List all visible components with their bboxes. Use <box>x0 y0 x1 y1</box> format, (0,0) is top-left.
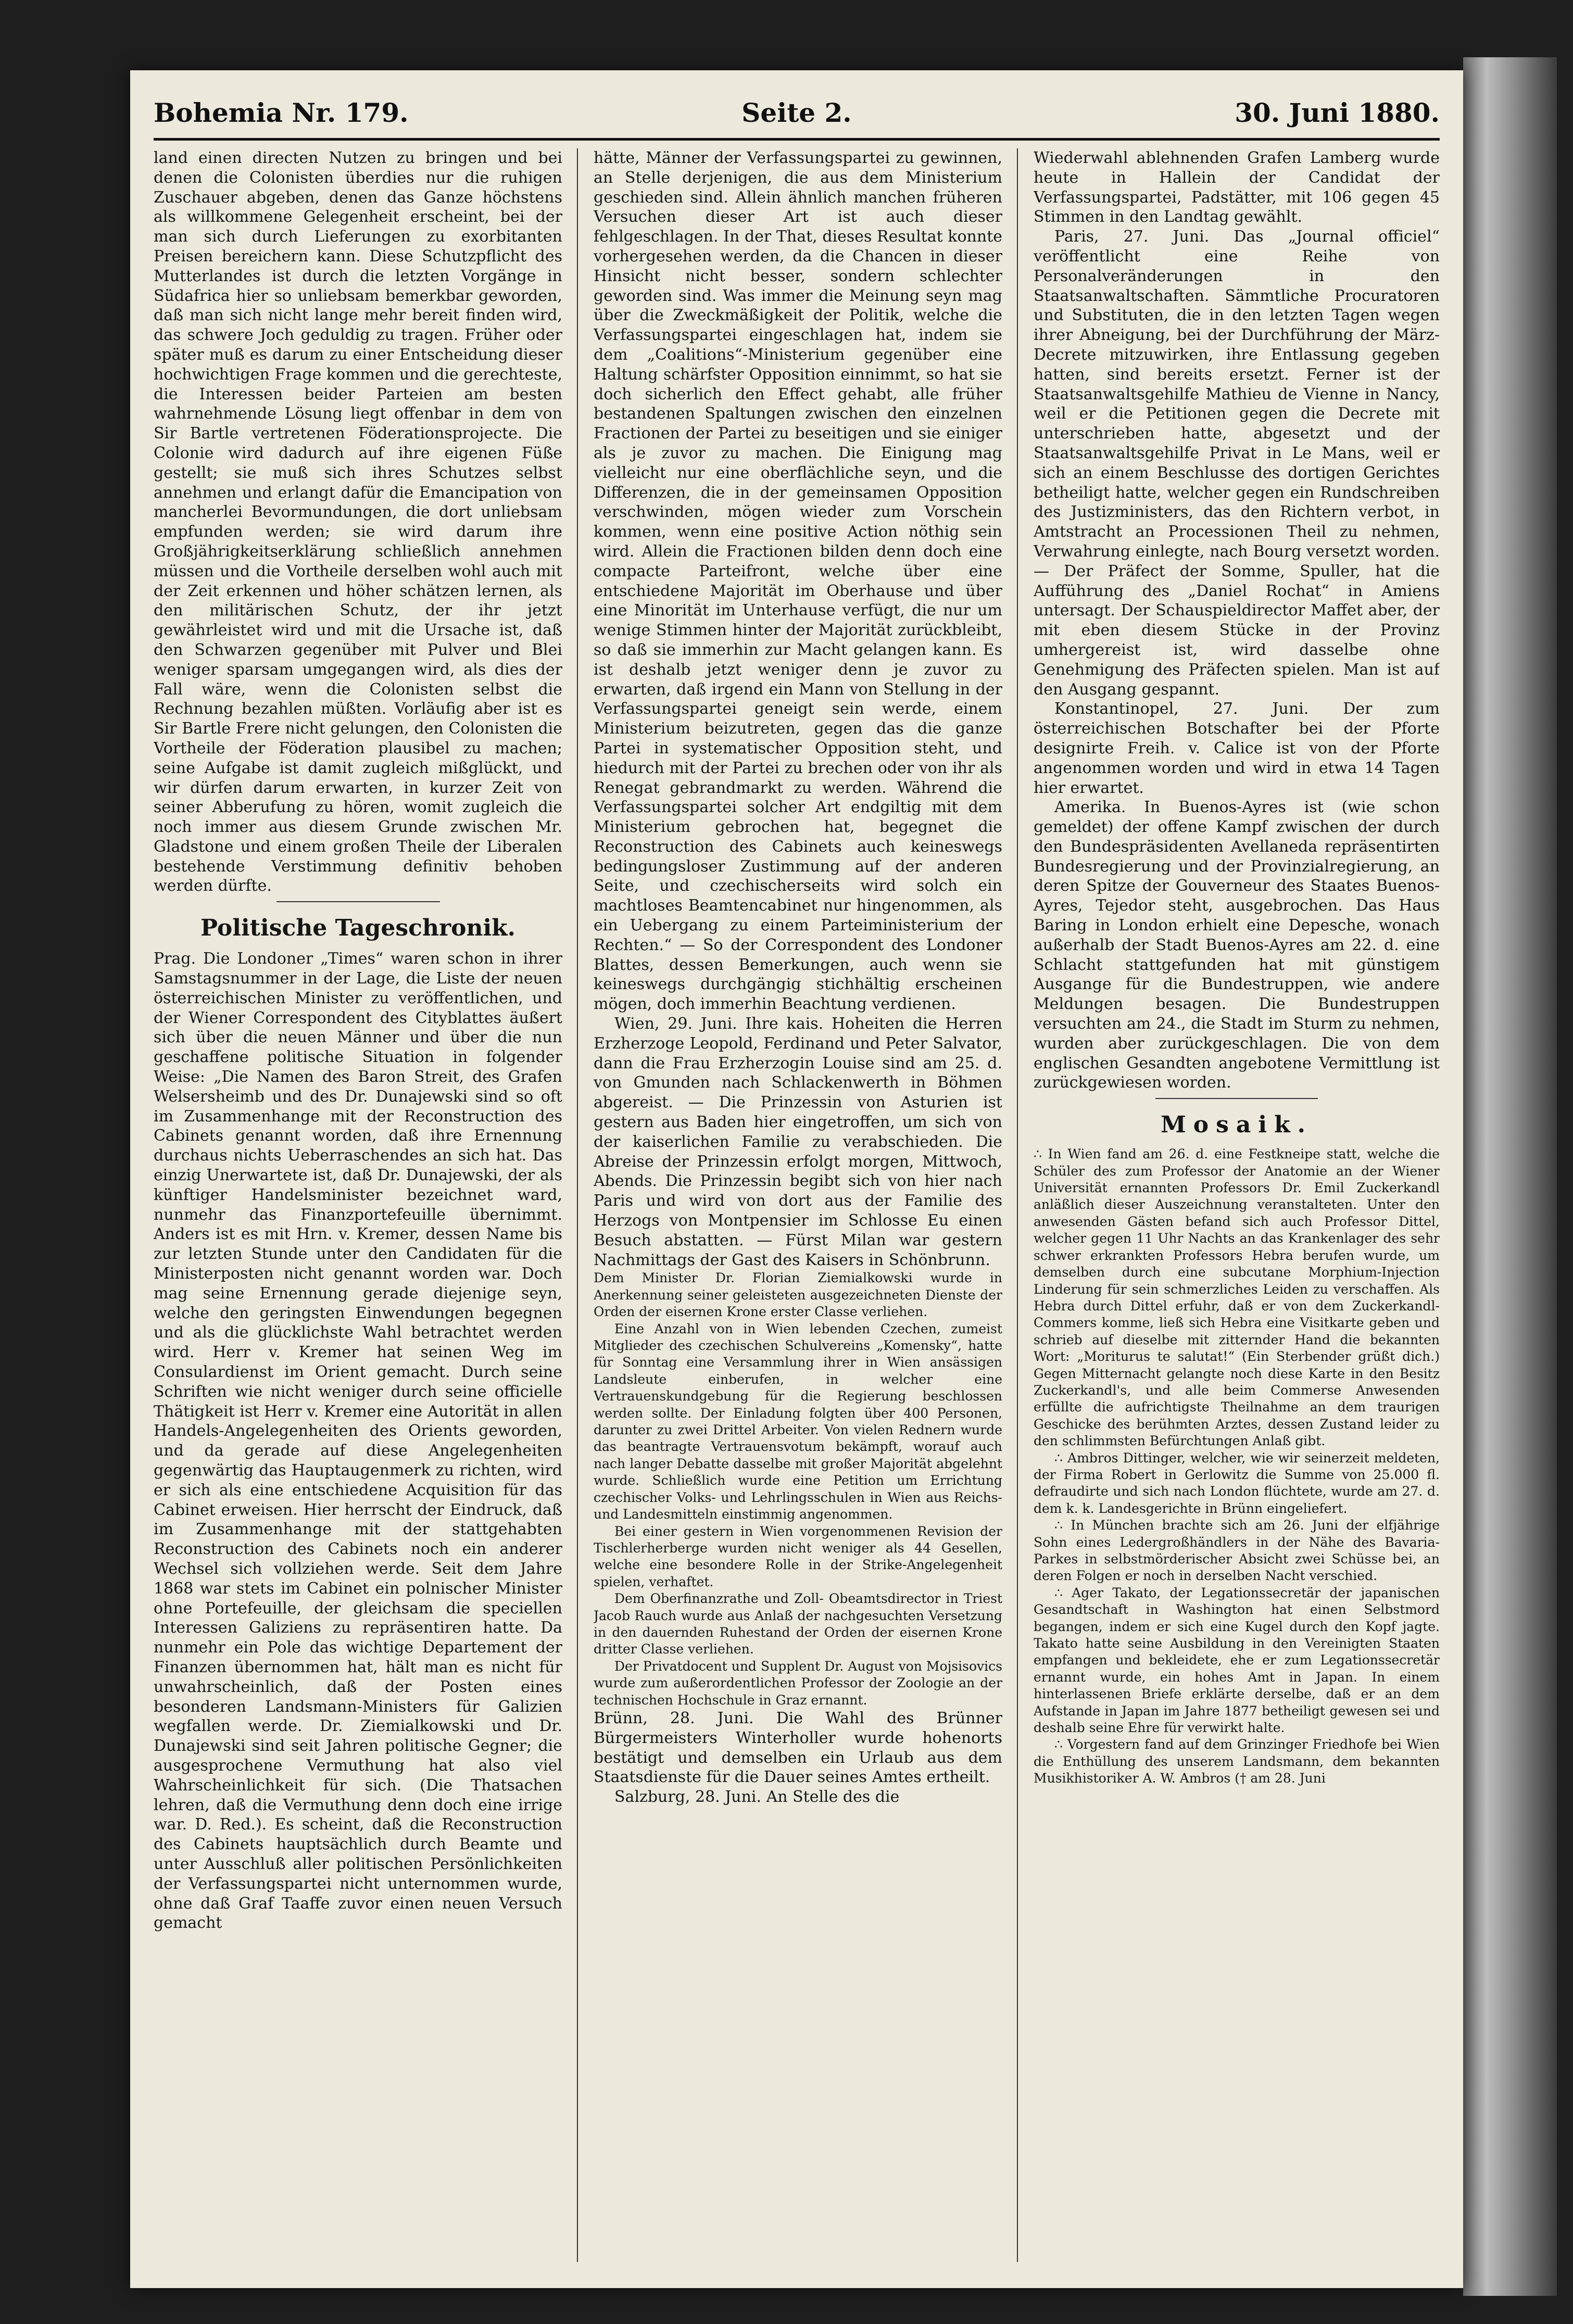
news-item: Dem Minister Dr. Florian Ziemialkowski wurde in Anerkennung seiner geleisteten ausgezeichneten Dienste der Orden der eisernen Krone erster Classe verliehen. <box>594 1270 1002 1320</box>
column-2 <box>594 148 1002 2262</box>
article-paragraph: Wien, 29. Juni. Ihre kais. Hoheiten die Herren Erzherzoge Leopold, Ferdinand und Peter Salvator, dann die Frau Erzherzogin Louise sind am 25. d. von Gmunden nach Schlackenwerth in Böhmen abgereist. — Die Prinzessin von Asturien ist gestern aus Baden hier eingetroffen, um sich von der kaiserlichen Familie zu verabschieden. Die Abreise der Prinzessin erfolgt morgen, Mittwoch, Abends. Die Prinzessin begibt sich von hier nach Paris und wird von dort aus der Familie des Herzogs von Montpensier im Schlosse Eu einen Besuch abstatten. — Fürst Milan war gestern Nachmittags der Gast des Kaisers in Schönbrunn. <box>594 1015 1002 1269</box>
news-item: Eine Anzahl von in Wien lebenden Czechen, zumeist Mitglieder des czechischen Schulvereins „Komensky“, hatte für Sonntag eine Versammlung ihrer in Wien ansässigen Landsleute einberufen, in welcher eine Vertrauenskundgebung für die Regierung beschlossen werden sollte. Der Einladung folgten über 400 Personen, darunter zu zwei Drittel Arbeiter. Von vielen Rednern wurde das beantragte Vertrauensvotum bekämpft, worauf auch nach langer Debatte dasselbe mit großer Majorität abgelehnt wurde. Schließlich wurde eine Petition um Errichtung czechischer Volks- und Lehrlingsschulen in Wien aus Reichs- und Landesmitteln einstimmig angenommen. <box>594 1321 1002 1522</box>
section-heading: Mosaik. <box>1161 1112 1313 1139</box>
article-paragraph: land einen directen Nutzen zu bringen und bei denen die Colonisten überdies nur die ruhigen Zuschauer abgeben, denen das Ganze höchstens als willkommene Gelegenheit erscheint, bei der man sich durch Lieferungen zu exorbitanten Preisen bereichern kann. Diese Schutzpflicht des Mutterlandes ist durch die letzten Vorgänge in Südafrica hier so unliebsam bemerkbar geworden, daß man sich nicht lange mehr bereit finden wird, das schwere Joch geduldig zu tragen. Früher oder später muß es darum zu einer Entscheidung dieser hochwichtigen Frage kommen und die gerechteste, die Interessen beider Parteien am besten wahrnehmende Lösung liegt offenbar in dem von Sir Bartle vertretenen Föderationsprojecte. Die Colonie wird dadurch auf ihre eigenen Füße gestellt; sie muß sich ihres Schutzes selbst annehmen und erlangt dafür die Emancipation von mancherlei Bevormundungen, die dort unliebsam empfunden werden; sie wird darum ihre Großjährigkeitserklärung schließlich annehmen müssen und die Vortheile derselben wohl auch mit der Zeit erkennen und höher schätzen lernen, als den militärischen Schutz, der ihr jetzt gewährleistet wird und mit die Ursache ist, daß den Schwarzen gegenüber mit Pulver und Blei weniger sparsam umgegangen wird, als dies der Fall wäre, wenn die Colonisten selbst die Rechnung bezahlen müßten. Vorläufig aber ist es Sir Bartle Frere nicht gelungen, den Colonisten die Vortheile der Föderation plausibel zu machen; seine Aufgabe ist damit zugleich mißglückt, und wir dürfen darum erwarten, in kurzer Zeit von seiner Abberufung zu hören, womit zugleich die noch immer aus diesem Grunde zwischen Mr. Gladstone und einem großen Theile der Liberalen bestehende Verstimmung definitiv behoben werden dürfte. <box>154 149 562 895</box>
column-divider <box>577 148 578 2262</box>
article-paragraph: Amerika. In Buenos-Ayres ist (wie schon gemeldet) der offene Kampf zwischen der durch den Bundespräsidenten Avellaneda repräsentirten Bundesregierung und der Provinzialregierung, an deren Spitze der Gouverneur des Staates Buenos-Ayres, Tejedor steht, ausgebrochen. Das Haus Baring in London erhielt eine Depesche, wonach außerhalb der Stadt Buenos-Ayres am 22. d. eine Schlacht stattgefunden hat mit günstigem Ausgange für die Bundestruppen, wie andere Meldungen besagen. Die Bundestruppen versuchten am 24., die Stadt im Sturm zu nehmen, wurden aber zurückgeschlagen. Die von dem englischen Gesandten angebotene Vermittlung ist zurückgewiesen worden. <box>1034 798 1440 1092</box>
news-item: ∴ In Wien fand am 26. d. eine Festkneipe statt, welche die Schüler des zum Professor der Anatomie an der Wiener Universität ernannten Professors Dr. Emil Zuckerkandl anläßlich dieser Auszeichnung veranstalteten. Unter den anwesenden Gästen befand sich auch Professor Dittel, welcher gegen 11 Uhr Nachts an das Krankenlager des sehr schwer erkrankten Professors Hebra berufen wurde, um demselben durch eine subcutane Morphium-Injection Linderung für sein schmerzliches Leiden zu verschaffen. Als Hebra durch Dittel erfuhr, daß er von dem Zuckerkandl-Commers komme, ließ sich Hebra eine Visitkarte geben und schrieb auf dieselbe mit zitternder Hand die bekannten Wort: „Moriturus te salutat!“ (Ein Sterbender grüßt dich.) Gegen Mitternacht gelangte noch diese Karte in den Besitz Zuckerkandl's, und alle beim Commerse Anwesenden erfüllte die aufrichtigste Theilnahme an dem traurigen Geschicke des berühmten Arztes, dessen Zustand leider zu den schlimmsten Befürchtungen Anlaß gibt. <box>1034 1146 1440 1449</box>
section-heading: Politische Tageschronik. <box>200 915 515 942</box>
paper-issue: Bohemia Nr. 179. <box>154 97 409 128</box>
book-binding-edge <box>1463 57 1557 2296</box>
section-divider <box>276 901 440 902</box>
column-3 <box>1034 148 1440 2262</box>
issue-date: 30. Juni 1880. <box>1235 97 1440 128</box>
column-1 <box>154 148 562 2262</box>
masthead <box>154 91 1440 138</box>
section-divider <box>1155 1098 1318 1099</box>
news-item: ∴ Ambros Dittinger, welcher, wie wir seinerzeit meldeten, der Firma Robert in Gerlowitz die Summe von 25.000 fl. defraudirte und sich nach London flüchtete, wurde am 27. d. dem k. k. Landesgerichte in Brünn eingeliefert. <box>1034 1450 1440 1516</box>
article-paragraph: Brünn, 28. Juni. Die Wahl des Brünner Bürgermeisters Winterholler wurde hohenorts bestätigt und demselben ein Urlaub aus dem Staatsdienste für die Dauer seines Amtes ertheilt. <box>594 1709 1002 1787</box>
article-paragraph: Konstantinopel, 27. Juni. Der zum österreichischen Botschafter bei der Pforte designirte Freih. v. Calice ist von der Pforte angenommen worden und wird in etwa 14 Tagen hier erwartet. <box>1034 700 1440 797</box>
article-paragraph: Paris, 27. Juni. Das „Journal officiel“ veröffentlicht eine Reihe von Personalveränderungen in den Staatsanwaltschaften. Sämmtliche Procuratoren und Substituten, die in den letzten Tagen wegen ihrer Abneigung, bei der Durchführung der März-Decrete mitzuwirken, ihre Entlassung gegeben hatten, sind bereits ersetzt. Ferner ist der Staatsanwaltsgehilfe Mathieu de Vienne in Nancy, weil er die Petitionen gegen die Decrete mit unterschrieben hatte, abgesetzt und der Staatsanwaltsgehilfe Privat in Le Mans, weil er sich an einem Beschlusse des dortigen Gerichtes betheiligt hatte, welcher gegen ein Rundschreiben des Justizministers, das den Richtern verbot, in Amtstracht an Processionen Theil zu nehmen, Verwahrung einlegte, nach Bourg versetzt worden. — Der Präfect der Somme, Spuller, hat die Aufführung des „Daniel Rochat“ in Amiens untersagt. Der Schauspieldirector Maffet aber, der mit eben diesem Stücke in der Provinz umhergereist ist, wird dasselbe ohne Genehmigung des Präfecten spielen. Man ist auf den Ausgang gespannt. <box>1034 228 1440 699</box>
newspaper-page <box>130 70 1463 2288</box>
news-item: ∴ Ager Takato, der Legationssecretär der japanischen Gesandtschaft in Washington hat einen Selbstmord begangen, indem er sich eine Kugel durch den Kopf jagte. Takato hatte seine Ausbildung in den Vereinigten Staaten empfangen und bekleidete, ehe er zum Legationssecretär ernannt wurde, ein hohes Amt in Japan. In einem hinterlassenen Briefe erklärte derselbe, daß er an dem Aufstande in Japan im Jahre 1877 betheiligt gewesen sei und deshalb seine Ehre für verwirkt halte. <box>1034 1585 1440 1736</box>
news-item: Bei einer gestern in Wien vorgenommenen Revision der Tischlerherberge wurden nicht weniger als 44 Gesellen, welche eine besondere Rolle in der Strike-Angelegenheit spielen, verhaftet. <box>594 1523 1002 1589</box>
news-item: ∴ Vorgestern fand auf dem Grinzinger Friedhofe bei Wien die Enthüllung des unserem Landsmann, dem bekannten Musikhistoriker A. W. Ambros († am 28. Juni <box>1034 1737 1440 1786</box>
news-item: Dem Oberfinanzrathe und Zoll- Obeamtsdirector in Triest Jacob Rauch wurde aus Anlaß der nachgesuchten Versetzung in den dauernden Ruhestand der Orden der eisernen Krone dritter Classe verliehen. <box>594 1591 1002 1657</box>
masthead-rule <box>154 138 1440 141</box>
article-paragraph: Salzburg, 28. Juni. An Stelle des die <box>614 1788 900 1807</box>
article-paragraph: Prag. Die Londoner „Times“ waren schon in ihrer Samstagsnummer in der Lage, die Liste der neuen österreichischen Minister zu veröffentlichen, und der Wiener Correspondent des Cityblattes äußert sich über die neuen Männer und über die nun geschaffene politische Situation in folgender Weise: „Die Namen des Baron Streit, des Grafen Welsersheimb und des Dr. Dunajewski sind so oft im Zusammenhange mit der Reconstruction des Cabinets genannt worden, daß ihre Ernennung durchaus nichts Ueberraschendes an sich hat. Das einzig Unerwartete ist, daß Dr. Dunajewski, der als künftiger Handelsminister bezeichnet ward, nunmehr das Finanzportefeuille übernimmt. Anders ist es mit Hrn. v. Kremer, dessen Name bis zur letzten Stunde unter den Candidaten für die Ministerposten nicht genannt worden war. Doch mag seine Ernennung gerade diejenige seyn, welche den geringsten Einwendungen begegnen und als die glücklichste Wahl betrachtet werden wird. Herr v. Kremer hat seinen Weg im Consulardienst im Orient gemacht. Durch seine Schriften wie nicht weniger durch seine officielle Thätigkeit ist Herr v. Kremer eine Autorität in allen Handels-Angelegenheiten des Orients geworden, und da gerade auf diese Angelegenheiten gegenwärtig das Hauptaugenmerk zu richten, wird er sich als eine entschiedene Acquisition für das Cabinet erweisen. Hier herrscht der Eindruck, daß im Zusammenhange mit der stattgehabten Reconstruction des Cabinets noch ein anderer Wechsel sich vollziehen werde. Seit dem Jahre 1868 war stets im Cabinet ein polnischer Minister ohne Portefeuille, der gleichsam die speciellen Interessen Galiziens zu repräsentiren hatte. Da nunmehr ein Pole das wichtige Departement der Finanzen übernommen hat, hält man es nicht für unwahrscheinlich, daß der Posten eines besonderen Landsmann-Ministers für Galizien wegfallen werde. Dr. Ziemialkowski und Dr. Dunajewski sind seit Jahren politische Gegner; die ausgesprochene Vermuthung hat also viel Wahrscheinlichkeit für sich. (Die Thatsachen lehren, daß die Vermuthung denn doch eine irrige war. D. Red.). Es scheint, daß die Reconstruction des Cabinets hauptsächlich durch Beamte und unter Ausschluß aller politischen Persönlichkeiten der Verfassungspartei nicht unternommen wurde, ohne daß Graf Taaffe zuvor einen neuen Versuch gemacht <box>154 950 562 1933</box>
news-item: Der Privatdocent und Supplent Dr. August von Mojsisovics wurde zum außerordentlichen Professor der Zoologie an der technischen Hochschule in Graz ernannt. <box>594 1658 1002 1708</box>
news-item: ∴ In München brachte sich am 26. Juni der elfjährige Sohn eines Ledergroßhändlers in der Nähe des Bavaria-Parkes in selbstmörderischer Absicht zwei Schüsse bei, an deren Folgen er noch in derselben Nacht verschied. <box>1034 1518 1440 1584</box>
page-number: Seite 2. <box>741 97 852 128</box>
column-divider <box>1017 148 1018 2262</box>
article-paragraph: hätte, Männer der Verfassungspartei zu gewinnen, an Stelle derjenigen, die aus dem Ministerium geschieden sind. Allein ähnlich manchen früheren Versuchen dieser Art ist auch dieser fehlgeschlagen. In der That, dieses Resultat konnte vorhergesehen werden, da die Chancen in dieser Hinsicht nicht besser, sondern schlechter geworden sind. Was immer die Meinung seyn mag über die Zweckmäßigkeit der Politik, welche die Verfassungspartei eingeschlagen hat, indem sie dem „Coalitions“-Ministerium gegenüber eine Haltung schärfster Opposition einnimmt, so hat sie doch sicherlich den Effect gehabt, alle früher bestandenen Spaltungen zwischen den einzelnen Fractionen der Partei zu beseitigen und sie einiger als je zuvor zu machen. Die Einigung mag vielleicht nur eine oberflächliche seyn, und die Differenzen, die in der gemeinsamen Opposition verschwinden, mögen wieder zum Vorschein kommen, wenn eine positive Action nöthig sein wird. Allein die Fractionen bilden denn doch eine compacte Parteifront, welche über eine entschiedene Majorität im Oberhause und über eine Minorität im Unterhause verfügt, die nur um wenige Stimmen hinter der Majorität zurückbleibt, so daß sie immerhin zur Macht gelangen kann. Es ist deshalb jetzt weniger denn je zuvor zu erwarten, daß irgend ein Mann von Stellung in der Verfassungspartei geneigt sein werde, einem Ministerium beizutreten, gegen das die ganze Partei in systematischer Opposition steht, und hiedurch mit der Partei zu brechen oder von ihr als Renegat gebrandmarkt zu werden. Während die Verfassungspartei solcher Art endgiltig mit dem Ministerium gebrochen hat, begegnet die Reconstruction des Cabinets auch keineswegs bedingungsloser Zustimmung auf der anderen Seite, und czechischerseits wird solch ein machtloses Beamtencabinet nur hingenommen, als ein Uebergang zu einem Parteiministerium der Rechten.“ — So der Correspondent des Londoner Blattes, dessen Bemerkungen, auch wenn sie keineswegs durchgängig stichhältig erscheinen mögen, doch immerhin Beachtung verdienen. <box>594 149 1002 1014</box>
article-paragraph: Wiederwahl ablehnenden Grafen Lamberg wurde heute in Hallein der Candidat der Verfassungspartei, Padstätter, mit 106 gegen 45 Stimmen in den Landtag gewählt. <box>1034 149 1440 226</box>
